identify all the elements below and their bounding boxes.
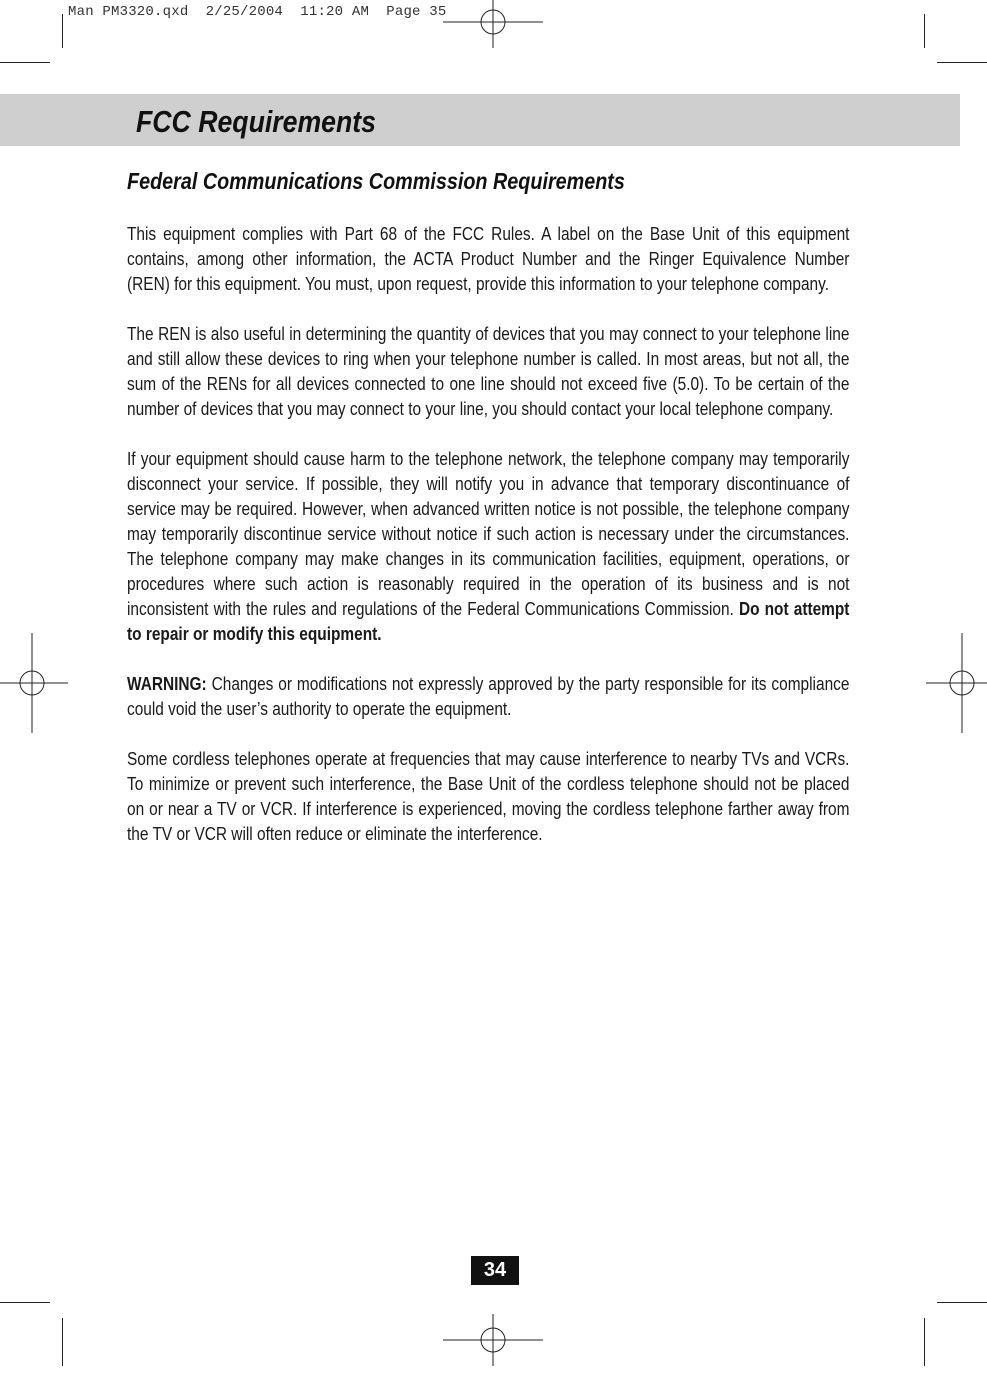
- crop-mark-bottom-right-h: [937, 1302, 987, 1303]
- crop-mark-bottom-right-v: [924, 1318, 925, 1366]
- warning-text: Changes or modifications not expressly approved by the party responsible for its compliance could void the user’s authority to operate the equipment.: [127, 674, 850, 719]
- registration-mark-left: [0, 633, 82, 733]
- warning-label: WARNING:: [127, 674, 207, 694]
- registration-mark-right: [912, 633, 987, 733]
- crop-mark-bottom-left-h: [0, 1302, 50, 1303]
- print-slug-line: Man PM3320.qxd 2/25/2004 11:20 AM Page 35: [68, 4, 447, 20]
- section-title: Federal Communications Commission Requirements: [127, 168, 625, 194]
- crop-mark-top-left-h: [0, 62, 50, 63]
- page-number: 34: [471, 1256, 519, 1285]
- registration-mark-bottom: [443, 1290, 543, 1390]
- crop-mark-top-right-v: [924, 14, 925, 48]
- crop-mark-top-left-v: [62, 14, 63, 48]
- repair-warning-bold: Do not attempt to repair or modify this equipment.: [127, 599, 850, 644]
- paragraph-interference: Some cordless telephones operate at frequencies that may cause interference to nearby TVs and VCRs. To minimize or prevent such interference, the Base Unit of the cordless telephone should not be placed on or near a TV or VCR. If interference is experienced, moving the cordless telephone farther away from the TV or VCR will often reduce or eliminate the interference.: [127, 749, 850, 844]
- paragraph-network-harm-text: If your equipment should cause harm to the telephone network, the telephone company may temporarily disconnect your service. If possible, they will notify you in advance that temporary discontinuance of service may be required. However, when advanced written notice is not possible, the telephone company may temporarily discontinue service without notice if such action is necessary under the circumstances. The telephone company may make changes in its communication facilities, equipment, operations, or procedures where such action is reasonably required in the operation of its business and is not inconsistent with the rules and regulations of the Federal Communications Commission.: [127, 449, 850, 619]
- paragraph-ren: The REN is also useful in determining the quantity of devices that you may connect to your telephone line and still allow these devices to ring when your telephone number is called. In most areas, but not all, the sum of the RENs for all devices connected to one line should not exceed five (5.0). To be certain of the number of devices that you may connect to your line, you should contact your local telephone company.: [127, 324, 850, 419]
- page-title: FCC Requirements: [136, 104, 376, 139]
- paragraph-fcc-compliance: This equipment complies with Part 68 of the FCC Rules. A label on the Base Unit of this equipment contains, among other information, the ACTA Product Number and the Ringer Equivalence Number (REN) for this equipment. You must, upon request, provide this information to your telephone company.: [127, 224, 850, 294]
- paragraph-network-harm: [127, 447, 849, 647]
- body-text: [127, 222, 849, 872]
- registration-mark-top: [443, 0, 543, 82]
- crop-mark-bottom-left-v: [62, 1318, 63, 1366]
- crop-mark-top-right-h: [937, 62, 987, 63]
- paragraph-warning: [127, 672, 849, 722]
